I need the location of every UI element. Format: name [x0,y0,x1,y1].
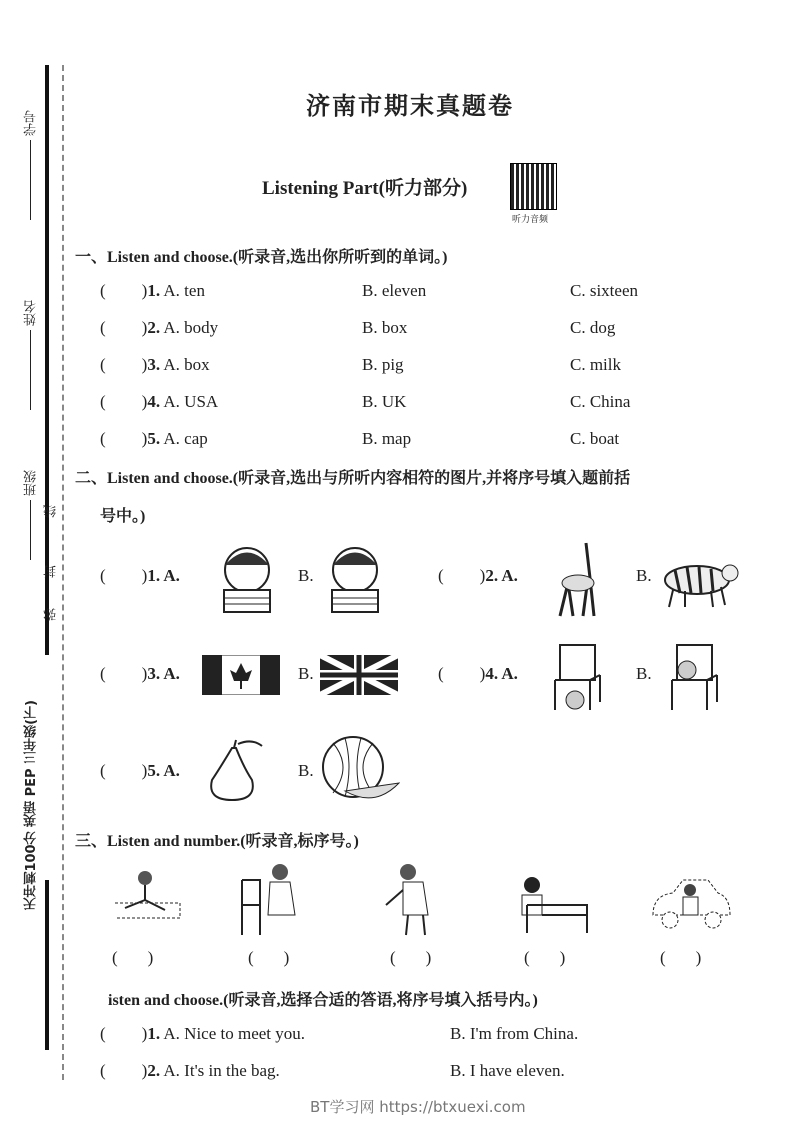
name-label: 姓名 [24,300,39,326]
pear-image [202,738,267,803]
qr-code-icon[interactable] [510,163,557,210]
answer-paren[interactable]: ( )2. A. body [100,318,219,337]
seal-line-text: 线 [44,505,59,518]
section2-heading-cont: 号中。) [100,508,146,525]
answer-paren[interactable]: ( )2. A. [438,566,518,585]
book-title: 天冲刺100分 英语 PEP 三年级(下) [24,700,39,911]
student-id-blank[interactable] [30,140,31,220]
watermark: BT学习网 https://btxuexi.com [310,1098,526,1116]
cut-line [62,65,64,1080]
option-c: C. dog [570,318,616,337]
seal-text: 弥 [44,608,59,621]
option-c: C. boat [570,429,620,448]
option-a: A. USA [163,392,219,411]
option-c: C. milk [570,355,622,374]
option-b: B. UK [362,392,407,411]
part-title: Listening Part(听力部分) [262,178,468,199]
giraffe-image [548,538,598,618]
answer-paren[interactable]: ( )3. A. box [100,355,210,374]
option-b-label: B. [298,566,314,585]
option-a: A. It's in the bag. [163,1061,280,1080]
boy-touching-nose-image [320,540,390,615]
class-label: 班级 [24,470,39,496]
number-paren[interactable]: ( ) [660,948,702,967]
answer-paren[interactable]: ( )4. A. [438,664,518,683]
page-title: 济南市期末真题卷 [306,94,514,120]
option-a: A. Nice to meet you. [163,1024,306,1043]
girl-sitting-picture [110,868,185,923]
option-a: A. ten [163,281,205,300]
answer-paren[interactable]: ( )2. A. It's in the bag. [100,1061,280,1080]
option-b-label: B. [636,566,652,585]
number-paren[interactable]: ( ) [390,948,432,967]
answer-paren[interactable]: ( )5. A. [100,761,180,780]
boy-touching-ears-image [212,540,282,615]
margin-bold-line [45,880,49,1050]
answer-paren[interactable]: ( )1. A. Nice to meet you. [100,1024,306,1043]
qr-label: 听力音频 [512,215,549,225]
watermelon-image [315,733,400,805]
number-paren[interactable]: ( ) [112,948,154,967]
number-paren[interactable]: ( ) [248,948,290,967]
girl-with-chair-picture [240,860,305,940]
ball-under-chair-image [545,640,605,712]
uk-flag-image [320,655,398,695]
option-b-label: B. [636,664,652,683]
answer-paren[interactable]: ( )4. A. USA [100,392,219,411]
option-b: B. pig [362,355,404,374]
option-c: C. sixteen [570,281,638,300]
seal-text: 封 [44,565,59,578]
section3-heading: 三、Listen and number.(听录音,标序号。) [75,833,359,850]
option-b: B. box [362,318,408,337]
boy-at-desk-picture [512,875,592,935]
student-id-label: 学号 [24,110,39,136]
class-blank[interactable] [30,500,31,560]
number-paren[interactable]: ( ) [524,948,566,967]
tiger-image [655,555,740,610]
answer-paren[interactable]: ( )1. A. [100,566,180,585]
section4-heading: isten and choose.(听录音,选择合适的答语,将序号填入括号内。) [108,992,538,1009]
ball-on-chair-image [662,640,722,712]
answer-paren[interactable]: ( )3. A. [100,664,180,683]
option-c: C. China [570,392,631,411]
answer-paren[interactable]: ( )5. A. cap [100,429,208,448]
option-b: B. eleven [362,281,427,300]
section1-heading: 一、Listen and choose.(听录音,选出你所听到的单词。) [75,249,448,266]
option-b: B. I have eleven. [450,1061,565,1080]
canada-flag-image [202,655,280,695]
section2-heading: 二、Listen and choose.(听录音,选出与所听内容相符的图片,并将序号填入题前括 [75,470,631,487]
boy-in-car-picture [648,875,733,935]
option-a: A. cap [163,429,208,448]
option-b-label: B. [298,664,314,683]
option-a: A. box [163,355,210,374]
girl-bending-picture [378,860,443,940]
option-b: B. I'm from China. [450,1024,579,1043]
option-a: A. body [163,318,219,337]
option-b: B. map [362,429,412,448]
answer-paren[interactable]: ( )1. A. ten [100,281,205,300]
option-b-label: B. [298,761,314,780]
name-blank[interactable] [30,330,31,410]
